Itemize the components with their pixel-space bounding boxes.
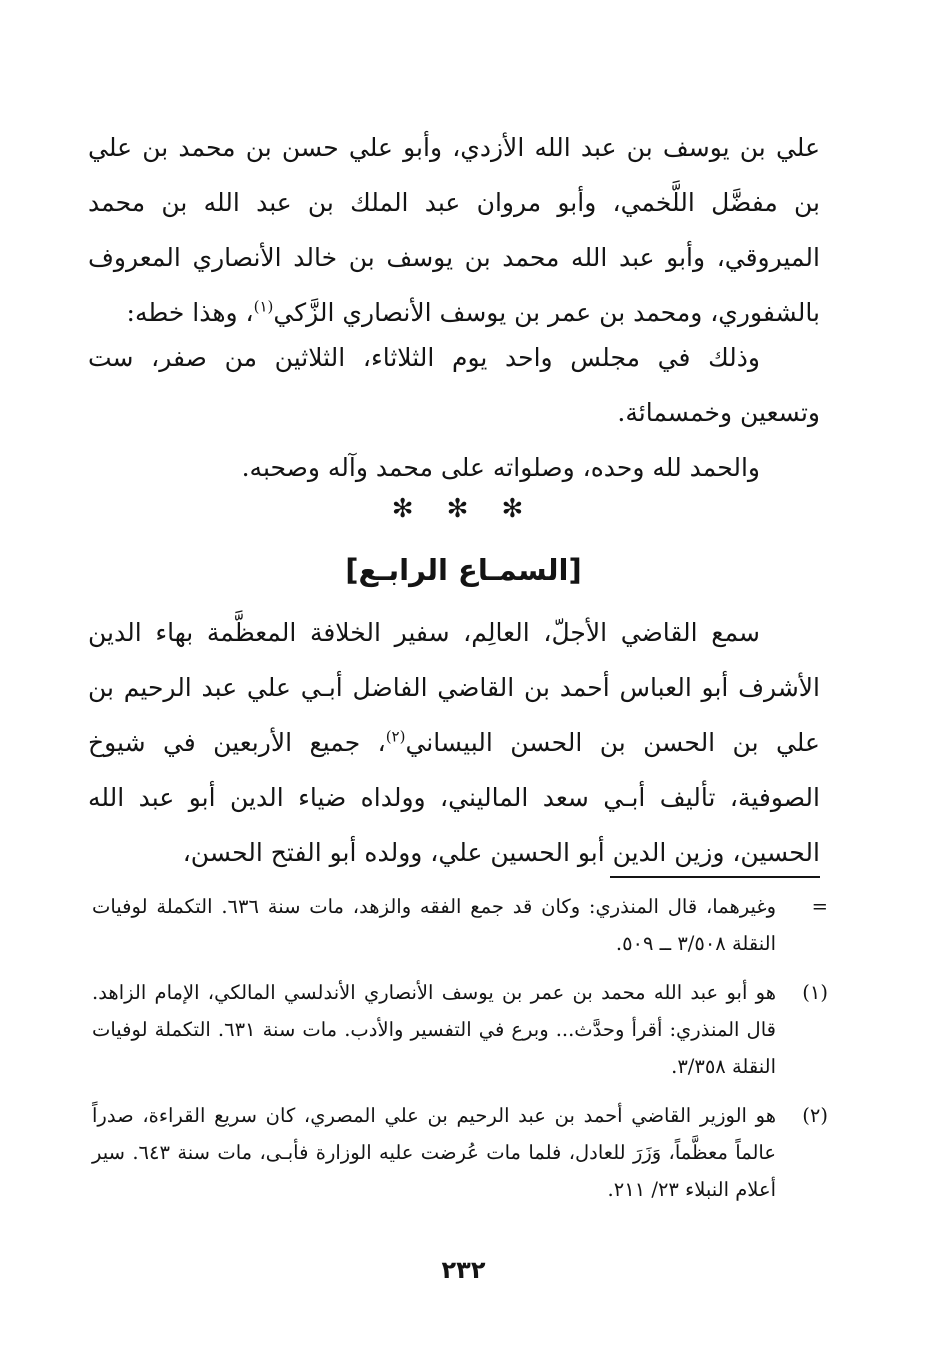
paragraph-fourth-hearing-text: سمع القاضي الأجلّ، العالِم، سفير الخلافة المعظَّمة بهاء الدين الأشرف أبو العباس أحمد بن القاضي الفاضل أبـي علي عبد الرحيم بن علي بن الحسن بن الحسن البيساني [88,618,820,757]
paragraph-narrators [88,120,820,340]
footnote-2 [92,1097,828,1208]
paragraph-narrators-text: علي بن يوسف بن عبد الله الأزدي، وأبو علي حسن بن محمد بن علي بن مفضَّل اللَّخمي، وأبو مروان عبد الملك بن عبد الله بن محمد الميروقي، وأبو عبد الله محمد بن يوسف بن خالد الأنصاري المعروف بالشفوري، ومحمد بن عمر بن يوسف الأنصاري الزَّكي [88,133,820,327]
footnote-marker: (٢) [802,1104,828,1127]
paragraph-narrators-tail: ، وهذا خطه: [126,298,254,327]
paragraph-closing-praise: والحمد لله وحده، وصلواته على محمد وآله وصحبه. [241,453,760,482]
section-separator: ✻ ✻ ✻ [391,494,536,524]
footnotes-section [92,888,828,1220]
footnote-ref-1[interactable]: (١) [253,297,274,316]
footnote-text: هو أبو عبد الله محمد بن عمر بن يوسف الأنصاري الأندلسي المالكي، الإمام الزاهد. قال المنذري: أقرأ وحدَّث... وبرع في التفسير والأدب. مات سنة ٦٣١. التكملة لوفيات النقلة ٣/٣٥٨. [92,981,776,1078]
footnote-divider [610,876,820,878]
footnote-continued [92,888,828,962]
footnote-marker: = [811,895,828,918]
footnote-ref-2[interactable]: (٢) [385,727,406,746]
paragraph-session-date: وذلك في مجلس واحد يوم الثلاثاء، الثلاثين من صفر، ست وتسعين وخمسمائة. [88,343,820,427]
footnote-text: وغيرهما، قال المنذري: وكان قد جمع الفقه والزهد، مات سنة ٦٣٦. التكملة لوفيات النقلة ٣/٥٠٨ ــ ٥٠٩. [92,895,776,955]
paragraph-fourth-hearing-tail: ، جميع الأربعين في شيوخ الصوفية، تأليف أبـي سعد الماليني، وولداه ضياء الدين أبو عبد الله الحسين، وزين الدين أبو الحسين علي، وولده أبو الفتح الحسن، [88,728,820,867]
footnote-1 [92,974,828,1085]
paragraph-fourth-hearing [88,605,820,880]
footnote-marker: (١) [802,981,828,1004]
page-number: ٢٣٢ [441,1256,486,1284]
section-heading: [السمـاع الرابـع] [345,553,582,587]
footnote-text: هو الوزير القاضي أحمد بن عبد الرحيم بن علي المصري، كان سريع القراءة، صدراً عالماً معظَّماً، وَزَرَ للعادل، فلما مات عُرضت عليه الوزارة فأبـى، مات سنة ٦٤٣. سير أعلام النبلاء ٢٣/ ٢١١. [92,1104,776,1201]
